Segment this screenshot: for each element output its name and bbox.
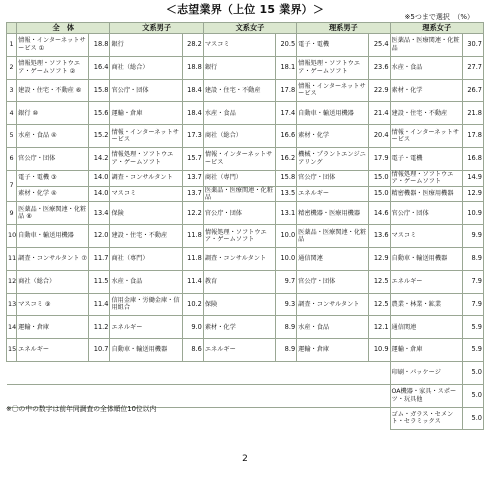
rank-number: 9 bbox=[7, 202, 17, 225]
rikei-female-percent: 5.9 bbox=[462, 316, 483, 339]
bunkei-male-percent: 9.0 bbox=[182, 316, 203, 339]
rikei-female-industry: 医薬品・医療関連・化粧品 bbox=[390, 34, 462, 57]
bunkei-female-percent: 13.5 bbox=[275, 186, 296, 202]
page-title: ＜志望業界（上位 15 業界）＞ bbox=[165, 3, 325, 16]
all-percent: 13.4 bbox=[89, 202, 110, 225]
bunkei-female-percent: 10.0 bbox=[275, 248, 296, 271]
bunkei-female-industry: 商社（専門） bbox=[203, 170, 275, 186]
table-row bbox=[7, 202, 484, 225]
bunkei-female-industry: 保険 bbox=[203, 293, 275, 316]
rikei-female-industry: 建設・住宅・不動産 bbox=[390, 102, 462, 125]
rikei-male-percent: 12.9 bbox=[369, 248, 390, 271]
rikei-female-percent: 17.8 bbox=[462, 125, 483, 148]
rikei-female-percent: 5.0 bbox=[462, 384, 483, 407]
rikei-female-industry: 官公庁・団体 bbox=[390, 202, 462, 225]
all-percent: 11.2 bbox=[89, 316, 110, 339]
rikei-male-industry: 通信関連 bbox=[297, 248, 369, 271]
table-row bbox=[7, 147, 484, 170]
table-row bbox=[7, 270, 484, 293]
rank-number: 13 bbox=[7, 293, 17, 316]
rikei-female-percent: 10.9 bbox=[462, 202, 483, 225]
bunkei-female-industry: マスコミ bbox=[203, 34, 275, 57]
all-industry: エネルギー bbox=[17, 339, 89, 362]
bunkei-female-industry: 情報処理・ソフトウエア・ゲームソフト bbox=[203, 225, 275, 248]
bunkei-female-percent: 13.1 bbox=[275, 202, 296, 225]
all-industry: 水産・食品 ④ bbox=[17, 125, 89, 148]
all-industry: 医薬品・医療関連・化粧品 ⑧ bbox=[17, 202, 89, 225]
rikei-male-percent: 15.0 bbox=[369, 186, 390, 202]
rank-number: 10 bbox=[7, 225, 17, 248]
rikei-male-industry: 運輸・倉庫 bbox=[297, 339, 369, 362]
bunkei-male-industry: 水産・食品 bbox=[110, 270, 182, 293]
bunkei-male-percent: 18.4 bbox=[182, 102, 203, 125]
all-industry: 情報処理・ソフトウエア・ゲームソフト ② bbox=[17, 56, 89, 79]
bunkei-female-percent: 8.9 bbox=[275, 316, 296, 339]
table-row bbox=[7, 186, 484, 202]
rikei-male-percent: 17.9 bbox=[369, 147, 390, 170]
table-row bbox=[7, 102, 484, 125]
bunkei-male-industry: エネルギー bbox=[110, 316, 182, 339]
note: ※5つまで選択 （%） bbox=[404, 13, 474, 21]
empty-space bbox=[7, 361, 391, 384]
bunkei-female-industry: 水産・食品 bbox=[203, 102, 275, 125]
rikei-female-percent: 7.9 bbox=[462, 293, 483, 316]
bunkei-male-industry: 官公庁・団体 bbox=[110, 79, 182, 102]
rikei-female-industry: 農業・林業・鉱業 bbox=[390, 293, 462, 316]
all-percent: 12.0 bbox=[89, 225, 110, 248]
rikei-female-industry: 素材・化学 bbox=[390, 79, 462, 102]
bunkei-male-percent: 18.8 bbox=[182, 56, 203, 79]
table-row bbox=[7, 248, 484, 271]
bunkei-male-industry: 情報・インターネットサービス bbox=[110, 125, 182, 148]
rank-number: 12 bbox=[7, 270, 17, 293]
all-percent: 14.2 bbox=[89, 147, 110, 170]
all-industry: 情報・インターネットサービス ① bbox=[17, 34, 89, 57]
extra-row bbox=[7, 361, 484, 384]
bunkei-female-percent: 15.8 bbox=[275, 170, 296, 186]
bunkei-female-percent: 10.0 bbox=[275, 225, 296, 248]
rikei-female-percent: 26.7 bbox=[462, 79, 483, 102]
header-blank bbox=[7, 23, 17, 34]
bunkei-female-industry: 建設・住宅・不動産 bbox=[203, 79, 275, 102]
rikei-male-industry: 自動車・輸送用機器 bbox=[297, 102, 369, 125]
bunkei-female-percent: 18.1 bbox=[275, 56, 296, 79]
rikei-male-industry: 官公庁・団体 bbox=[297, 170, 369, 186]
rank-number: 2 bbox=[7, 56, 17, 79]
rikei-male-industry: 素材・化学 bbox=[297, 125, 369, 148]
table-row bbox=[7, 316, 484, 339]
bunkei-male-percent: 11.8 bbox=[182, 248, 203, 271]
all-percent: 11.7 bbox=[89, 248, 110, 271]
header-rikei-female: 理系女子 bbox=[390, 23, 483, 34]
table-row bbox=[7, 125, 484, 148]
bunkei-male-percent: 17.3 bbox=[182, 125, 203, 148]
table-row bbox=[7, 170, 484, 186]
bunkei-male-industry: マスコミ bbox=[110, 186, 182, 202]
rank-number: 6 bbox=[7, 147, 17, 170]
all-percent: 14.0 bbox=[89, 186, 110, 202]
bunkei-male-industry: 建設・住宅・不動産 bbox=[110, 225, 182, 248]
rank-number: 4 bbox=[7, 102, 17, 125]
header-all: 全 体 bbox=[17, 23, 110, 34]
rikei-female-percent: 9.9 bbox=[462, 225, 483, 248]
rikei-female-percent: 5.0 bbox=[462, 407, 483, 430]
table-row bbox=[7, 56, 484, 79]
rikei-female-industry: 精密機器・医療用機器 bbox=[390, 186, 462, 202]
bunkei-female-percent: 17.4 bbox=[275, 102, 296, 125]
rikei-male-industry: 情報・インターネットサービス bbox=[297, 79, 369, 102]
rikei-female-percent: 27.7 bbox=[462, 56, 483, 79]
table-row bbox=[7, 339, 484, 362]
table-row bbox=[7, 34, 484, 57]
bunkei-male-industry: 調査・コンサルタント bbox=[110, 170, 182, 186]
all-percent: 11.4 bbox=[89, 293, 110, 316]
rikei-female-industry: 通信関連 bbox=[390, 316, 462, 339]
all-percent: 15.8 bbox=[89, 79, 110, 102]
rank-number: 15 bbox=[7, 339, 17, 362]
rikei-male-percent: 10.9 bbox=[369, 339, 390, 362]
rikei-female-percent: 16.8 bbox=[462, 147, 483, 170]
bunkei-female-percent: 17.8 bbox=[275, 79, 296, 102]
bunkei-male-percent: 12.2 bbox=[182, 202, 203, 225]
bunkei-female-industry: 商社（総合） bbox=[203, 125, 275, 148]
bunkei-female-industry: 銀行 bbox=[203, 56, 275, 79]
bunkei-male-percent: 10.2 bbox=[182, 293, 203, 316]
bunkei-female-industry: 素材・化学 bbox=[203, 316, 275, 339]
bunkei-male-percent: 13.7 bbox=[182, 170, 203, 186]
rikei-female-percent: 5.0 bbox=[462, 361, 483, 384]
bunkei-female-percent: 8.9 bbox=[275, 339, 296, 362]
footnote: ※〇の中の数字は前年同調査の全体順位10位以内 bbox=[6, 405, 157, 413]
bunkei-female-industry: エネルギー bbox=[203, 339, 275, 362]
rikei-male-industry: 官公庁・団体 bbox=[297, 270, 369, 293]
bunkei-male-percent: 15.7 bbox=[182, 147, 203, 170]
rikei-female-industry: ゴム・ガラス・セメント・セラミックス bbox=[390, 407, 462, 430]
bunkei-female-percent: 20.5 bbox=[275, 34, 296, 57]
bunkei-male-industry: 信用金庫・労働金庫・信用組合 bbox=[110, 293, 182, 316]
rikei-female-industry: 電子・電機 bbox=[390, 147, 462, 170]
bunkei-male-percent: 11.4 bbox=[182, 270, 203, 293]
header-bunkei-female: 文系女子 bbox=[203, 23, 296, 34]
rikei-male-industry: 水産・食品 bbox=[297, 316, 369, 339]
rikei-male-industry: 医薬品・医療関連・化粧品 bbox=[297, 225, 369, 248]
bunkei-male-industry: 銀行 bbox=[110, 34, 182, 57]
all-industry: 素材・化学 ④ bbox=[17, 186, 89, 202]
all-percent: 14.0 bbox=[89, 170, 110, 186]
all-industry: 自動車・輸送用機器 bbox=[17, 225, 89, 248]
bunkei-female-industry: 官公庁・団体 bbox=[203, 202, 275, 225]
bunkei-male-percent: 8.6 bbox=[182, 339, 203, 362]
bunkei-male-industry: 商社（総合） bbox=[110, 56, 182, 79]
rikei-male-percent: 20.4 bbox=[369, 125, 390, 148]
all-percent: 16.4 bbox=[89, 56, 110, 79]
rank-number: 11 bbox=[7, 248, 17, 271]
rikei-female-percent: 12.9 bbox=[462, 186, 483, 202]
bunkei-female-industry: 医薬品・医療関連・化粧品 bbox=[203, 186, 275, 202]
bunkei-male-industry: 保険 bbox=[110, 202, 182, 225]
all-industry: マスコミ ⑨ bbox=[17, 293, 89, 316]
rank-number: 1 bbox=[7, 34, 17, 57]
all-industry: 商社（総合） bbox=[17, 270, 89, 293]
all-industry: 運輸・倉庫 bbox=[17, 316, 89, 339]
bunkei-female-percent: 9.3 bbox=[275, 293, 296, 316]
all-percent: 11.5 bbox=[89, 270, 110, 293]
bunkei-male-industry: 自動車・輸送用機器 bbox=[110, 339, 182, 362]
all-percent: 15.6 bbox=[89, 102, 110, 125]
bunkei-male-percent: 28.2 bbox=[182, 34, 203, 57]
rikei-male-percent: 15.0 bbox=[369, 170, 390, 186]
bunkei-male-industry: 商社（専門） bbox=[110, 248, 182, 271]
ranking-table bbox=[6, 22, 484, 430]
rikei-male-industry: エネルギー bbox=[297, 186, 369, 202]
rikei-male-percent: 14.6 bbox=[369, 202, 390, 225]
bunkei-female-industry: 情報・インターネットサービス bbox=[203, 147, 275, 170]
bunkei-male-industry: 情報処理・ソフトウエア・ゲームソフト bbox=[110, 147, 182, 170]
rikei-female-percent: 14.9 bbox=[462, 170, 483, 186]
header-rikei-male: 理系男子 bbox=[297, 23, 390, 34]
rikei-female-industry: OA機器・家具・スポーツ・玩具他 bbox=[390, 384, 462, 407]
rikei-male-industry: 調査・コンサルタント bbox=[297, 293, 369, 316]
rikei-female-percent: 7.9 bbox=[462, 270, 483, 293]
bunkei-female-percent: 9.7 bbox=[275, 270, 296, 293]
rikei-female-percent: 8.9 bbox=[462, 248, 483, 271]
table-row bbox=[7, 225, 484, 248]
all-industry: 調査・コンサルタント ⑦ bbox=[17, 248, 89, 271]
rikei-male-percent: 22.9 bbox=[369, 79, 390, 102]
rank-number: 5 bbox=[7, 125, 17, 148]
rikei-female-percent: 21.8 bbox=[462, 102, 483, 125]
all-percent: 15.2 bbox=[89, 125, 110, 148]
rikei-male-percent: 23.6 bbox=[369, 56, 390, 79]
rikei-female-industry: 印刷・パッケージ bbox=[390, 361, 462, 384]
rikei-male-percent: 25.4 bbox=[369, 34, 390, 57]
all-industry: 建設・住宅・不動産 ⑥ bbox=[17, 79, 89, 102]
rikei-female-industry: 自動車・輸送用機器 bbox=[390, 248, 462, 271]
rikei-male-industry: 情報処理・ソフトウエア・ゲームソフト bbox=[297, 56, 369, 79]
rank-number: 7 bbox=[7, 170, 17, 202]
rikei-male-percent: 12.1 bbox=[369, 316, 390, 339]
bunkei-female-industry: 調査・コンサルタント bbox=[203, 248, 275, 271]
all-industry: 電子・電機 ③ bbox=[17, 170, 89, 186]
rikei-female-industry: 情報処理・ソフトウエア・ゲームソフト bbox=[390, 170, 462, 186]
header-row bbox=[7, 23, 484, 34]
header-bunkei-male: 文系男子 bbox=[110, 23, 203, 34]
rikei-female-industry: 運輸・倉庫 bbox=[390, 339, 462, 362]
rikei-male-percent: 13.6 bbox=[369, 225, 390, 248]
rikei-male-percent: 12.5 bbox=[369, 270, 390, 293]
bunkei-male-percent: 11.8 bbox=[182, 225, 203, 248]
rikei-male-industry: 機械・プラントエンジニアリング bbox=[297, 147, 369, 170]
rikei-male-industry: 精密機器・医療用機器 bbox=[297, 202, 369, 225]
all-industry: 官公庁・団体 bbox=[17, 147, 89, 170]
bunkei-male-industry: 運輸・倉庫 bbox=[110, 102, 182, 125]
bunkei-female-percent: 16.2 bbox=[275, 147, 296, 170]
rikei-female-percent: 30.7 bbox=[462, 34, 483, 57]
rikei-male-percent: 12.5 bbox=[369, 293, 390, 316]
rikei-female-percent: 5.9 bbox=[462, 339, 483, 362]
rikei-female-industry: 水産・食品 bbox=[390, 56, 462, 79]
rikei-female-industry: エネルギー bbox=[390, 270, 462, 293]
rank-number: 14 bbox=[7, 316, 17, 339]
rikei-male-percent: 21.4 bbox=[369, 102, 390, 125]
table-row bbox=[7, 79, 484, 102]
rikei-female-industry: マスコミ bbox=[390, 225, 462, 248]
rikei-female-industry: 情報・インターネットサービス bbox=[390, 125, 462, 148]
page-number: 2 bbox=[242, 454, 248, 464]
table-row bbox=[7, 293, 484, 316]
all-industry: 銀行 ⑩ bbox=[17, 102, 89, 125]
all-percent: 10.7 bbox=[89, 339, 110, 362]
bunkei-male-percent: 18.4 bbox=[182, 79, 203, 102]
rank-number: 3 bbox=[7, 79, 17, 102]
bunkei-female-percent: 16.6 bbox=[275, 125, 296, 148]
all-percent: 18.8 bbox=[89, 34, 110, 57]
bunkei-female-industry: 教育 bbox=[203, 270, 275, 293]
bunkei-male-percent: 13.7 bbox=[182, 186, 203, 202]
rikei-male-industry: 電子・電機 bbox=[297, 34, 369, 57]
